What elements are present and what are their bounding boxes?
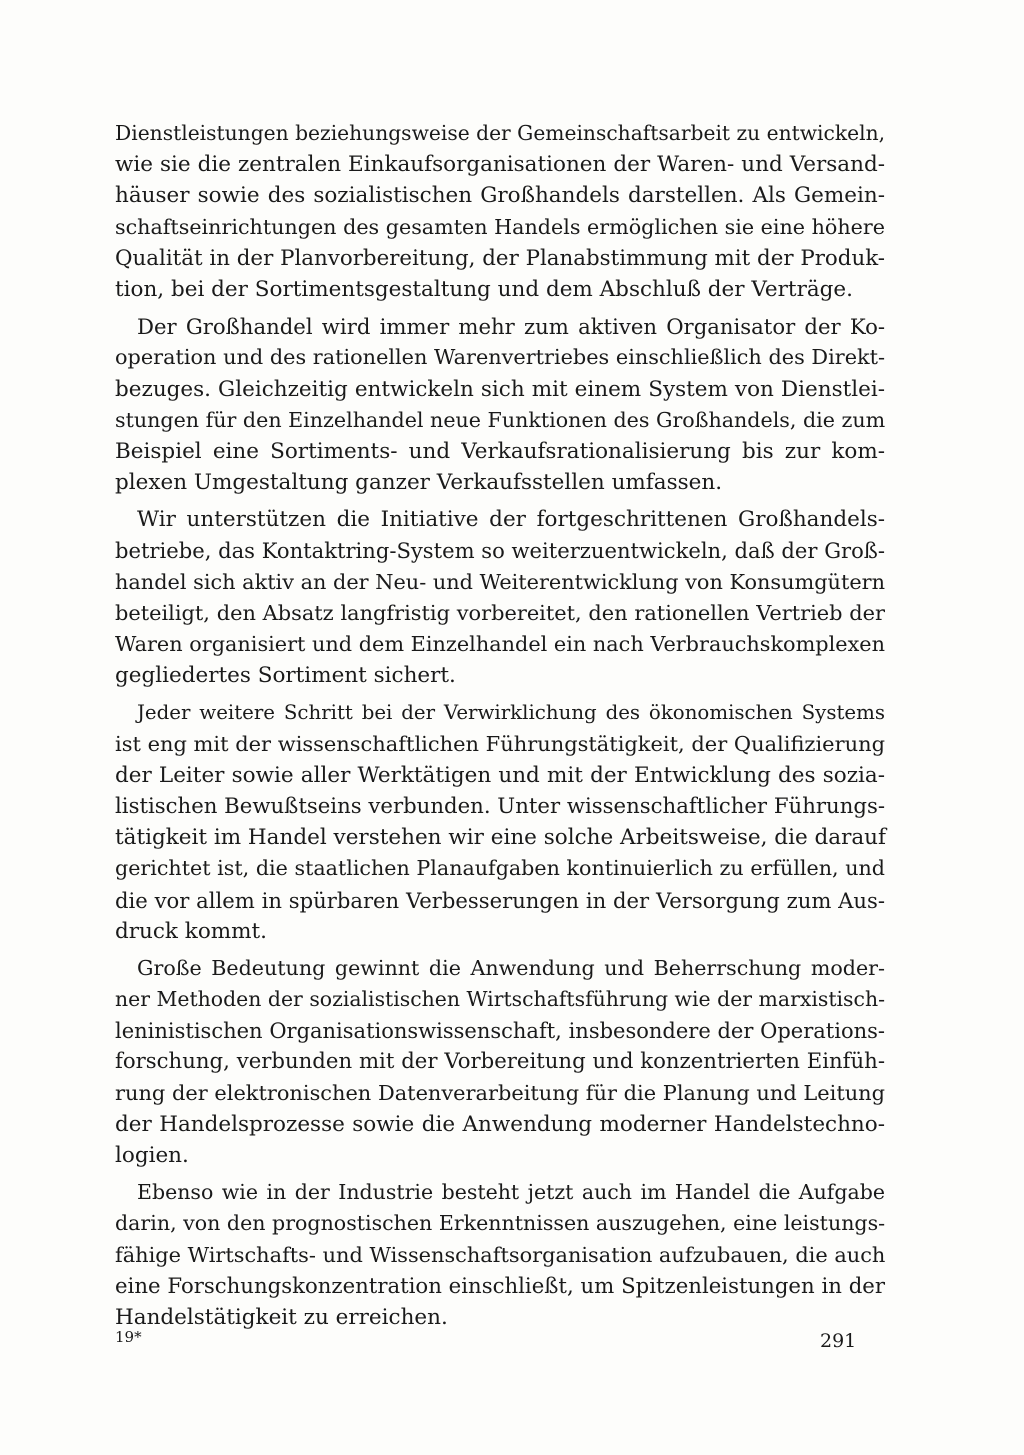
text-line: fähige Wirtschafts- und Wissenschaftsorganisation aufzubauen, die auch <box>115 1242 886 1267</box>
text-line: Jeder weitere Schritt bei der Verwirklichung des ökonomischen Systems <box>137 701 885 725</box>
text-line: Beispiel eine Sortiments- und Verkaufsrationalisierung bis zur kom- <box>115 438 885 464</box>
text-line: Ebenso wie in der Industrie besteht jetzt auch im Handel die Aufgabe <box>137 1180 885 1205</box>
text-line: die vor allem in spürbaren Verbesserungen in der Versorgung zum Aus- <box>115 887 885 913</box>
text-line: tätigkeit im Handel verstehen wir eine solche Arbeitsweise, die darauf <box>115 825 886 851</box>
text-line: gerichtet ist, die staatlichen Planaufgaben kontinuierlich zu erfüllen, und <box>115 856 885 881</box>
text-line: leninistischen Organisationswissenschaft, insbesondere der Operations- <box>115 1018 885 1044</box>
text-line: gegliedertes Sortiment sichert. <box>115 663 456 689</box>
page-number: 291 <box>820 1330 857 1352</box>
paragraph-6 <box>115 1177 885 1333</box>
text-line: Waren organisiert und dem Einzelhandel ein nach Verbrauchskomplexen <box>115 632 885 656</box>
paragraph-5 <box>115 953 885 1171</box>
paragraph-4 <box>115 697 885 947</box>
text-line: ist eng mit der wissenschaftlichen Führungstätigkeit, der Qualifizierung <box>115 731 885 756</box>
text-line: listischen Bewußtseins verbunden. Unter wissenschaftlicher Führungs- <box>115 793 885 819</box>
text-line: betriebe, das Kontaktring-System so weiterzuentwickeln, daß der Groß- <box>115 538 885 564</box>
text-line: Große Bedeutung gewinnt die Anwendung und Beherrschung moder- <box>137 955 885 980</box>
text-line: tion, bei der Sortimentsgestaltung und dem Abschluß der Verträge. <box>115 276 853 302</box>
text-line: logien. <box>115 1143 189 1168</box>
text-line: druck kommt. <box>115 918 268 944</box>
text-line: Der Großhandel wird immer mehr zum aktiven Organisator der Ko- <box>137 314 885 340</box>
text-line: beteiligt, den Absatz langfristig vorbereitet, den rationellen Vertrieb der <box>115 600 885 625</box>
text-line: schaftseinrichtungen des gesamten Handels ermöglichen sie eine höhere <box>115 214 885 239</box>
text-line: forschung, verbunden mit der Vorbereitung und konzentrierten Einfüh- <box>115 1049 885 1075</box>
paragraph-3 <box>115 504 885 691</box>
text-line: häuser sowie des sozialistischen Großhandels darstellen. Als Gemein- <box>115 183 885 209</box>
text-line: handel sich aktiv an der Neu- und Weiterentwicklung von Konsumgütern <box>115 569 885 594</box>
signature-mark: 19* <box>115 1328 142 1346</box>
text-line: eine Forschungskonzentration einschließt, um Spitzenleistungen in der <box>115 1273 885 1299</box>
text-line: der Leiter sowie aller Werktätigen und mit der Entwicklung des sozia- <box>115 762 885 788</box>
text-line: darin, von den prognostischen Erkenntnissen auszugehen, eine leistungs- <box>115 1211 886 1236</box>
text-line: Handelstätigkeit zu erreichen. <box>115 1304 448 1330</box>
paragraph-1 <box>115 118 885 305</box>
text-line: Dienstleistungen beziehungsweise der Gemeinschaftsarbeit zu entwickeln, <box>115 121 886 145</box>
text-line: ner Methoden der sozialistischen Wirtschaftsführung wie der marxistisch- <box>115 987 885 1012</box>
body-text <box>115 118 885 1333</box>
text-line: rung der elektronischen Datenverarbeitung für die Planung und Leitung <box>115 1080 885 1105</box>
text-line: plexen Umgestaltung ganzer Verkaufsstellen umfassen. <box>115 470 723 496</box>
text-line: Qualität in der Planvorbereitung, der Planabstimmung mit der Produk- <box>115 245 885 271</box>
paragraph-2 <box>115 311 885 498</box>
text-line: wie sie die zentralen Einkaufsorganisationen der Waren- und Versand- <box>115 152 885 178</box>
text-line: operation und des rationellen Warenvertriebes einschließlich des Direkt- <box>115 345 885 370</box>
text-line: stungen für den Einzelhandel neue Funktionen des Großhandels, die zum <box>115 407 886 432</box>
text-line: bezuges. Gleichzeitig entwickeln sich mit einem System von Dienstlei- <box>115 376 885 402</box>
text-line: Wir unterstützen die Initiative der fortgeschrittenen Großhandels- <box>137 507 885 533</box>
text-line: der Handelsprozesse sowie die Anwendung moderner Handelstechno- <box>115 1111 885 1137</box>
